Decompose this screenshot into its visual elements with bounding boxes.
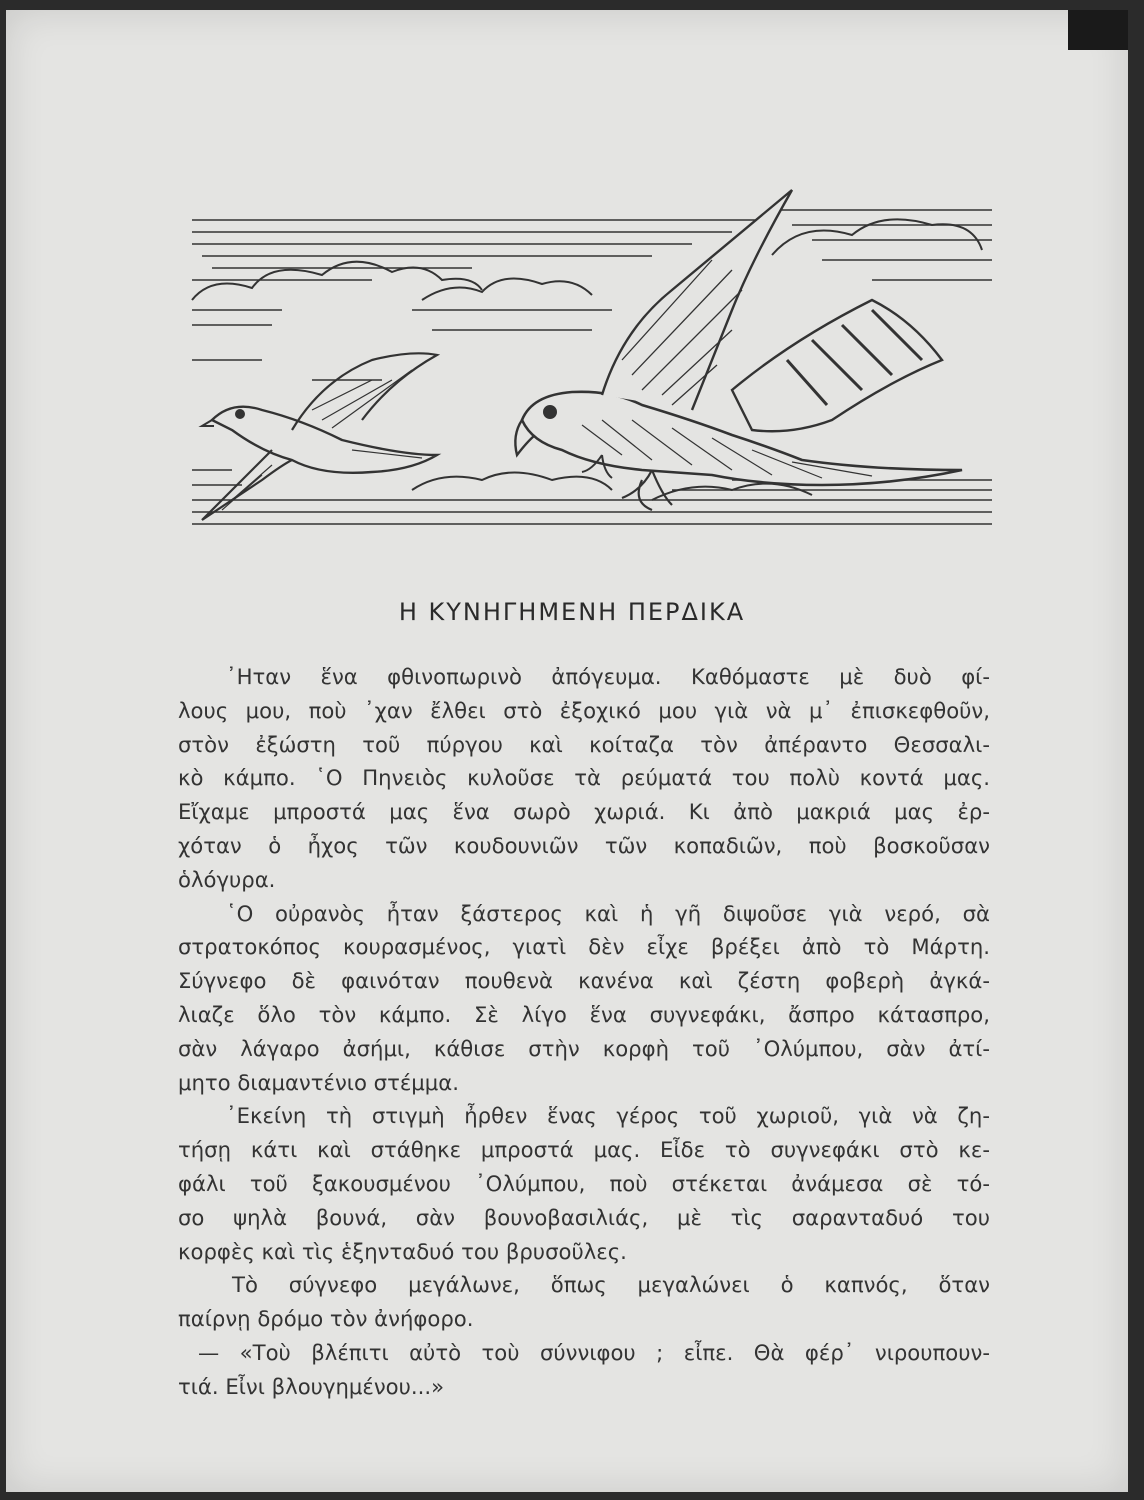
text-line: σο ψηλὰ βουνά, σὰν βουνοβασιλιάς, μὲ τὶς σαρανταδυό του — [178, 1204, 990, 1230]
text-line: ᾿Εκείνη τὴ στιγμὴ ἦρθεν ἕνας γέρος τοῦ χωριοῦ, γιὰ νὰ ζη- — [226, 1103, 990, 1129]
text-line: Σύγνεφο δὲ φαινόταν πουθενὰ κανένα καὶ ζέστη φοβερὴ ἀγκά- — [178, 968, 990, 994]
text-line: στρατοκόπος κουρασμένος, γιατὶ δὲν εἶχε βρέξει ἀπὸ τὸ Μάρτη. — [178, 934, 990, 960]
text-line: κὸ κάμπο. ῾Ο Πηνειὸς κυλοῦσε τὰ ρεύματά του πολὺ κοντά μας. — [178, 765, 990, 791]
text-line: κορφὲς καὶ τὶς ἑξηνταδυό του βρυσοῦλες. — [178, 1238, 627, 1264]
dialogue-paragraph — [178, 1336, 990, 1404]
story-body — [178, 660, 990, 1404]
text-line: χόταν ὁ ἦχος τῶν κουδουνιῶν τῶν κοπαδιῶν, ποὺ βοσκοῦσαν — [178, 832, 990, 858]
chapter-title: Η ΚΥΝΗΓΗΜΕΝΗ ΠΕΡΔΙΚΑ — [398, 598, 746, 626]
text-line: σὰν λάγαρο ἀσήμι, κάθισε στὴν κορφὴ τοῦ ᾿Ολύμπου, σὰν ἀτί- — [178, 1035, 990, 1061]
text-line: — «Τοὺ βλέπιτι αὐτὸ τοὺ σύννιφου ; εἶπε. Θὰ φέρ᾿ νιρουπουν- — [198, 1339, 990, 1365]
text-line: ῾Ο οὐρανὸς ἦταν ξάστερος καὶ ἡ γῆ διψοῦσε γιὰ νερό, σὰ — [226, 900, 990, 926]
text-line: ὁλόγυρα. — [178, 866, 276, 892]
text-line: τήσῃ κάτι καὶ στάθηκε μπροστά μας. Εἶδε τὸ συγνεφάκι στὸ κε- — [178, 1137, 990, 1163]
text-line: λους μου, ποὺ ᾿χαν ἔλθει στὸ ἐξοχικό μου γιὰ νὰ μ᾿ ἐπισκεφθοῦν, — [178, 697, 990, 723]
text-line: τιά. Εἶνι βλουγημένου...» — [178, 1373, 445, 1399]
text-line: ᾿Ηταν ἕνα φθινοπωρινὸ ἀπόγευμα. Καθόμαστε μὲ δυὸ φί- — [226, 664, 990, 689]
falcon-partridge-illustration-icon — [172, 180, 992, 540]
paragraph — [178, 897, 990, 1100]
text-line: Τὸ σύγνεφο μεγάλωνε, ὅπως μεγαλώνει ὁ καπνός, ὅταν — [232, 1272, 990, 1298]
text-line: παίρνῃ δρόμο τὸν ἀνήφορο. — [178, 1306, 474, 1332]
scan-edge — [1068, 10, 1128, 50]
text-line: στὸν ἐξώστη τοῦ πύργου καὶ κοίταζα τὸν ἀπέραντο Θεσσαλι- — [178, 731, 990, 757]
text-line: φάλι τοῦ ξακουσμένου ᾿Ολύμπου, ποὺ στέκεται ἀνάμεσα σὲ τό- — [178, 1170, 990, 1196]
text-line: μητο διαμαντένιο στέμμα. — [178, 1069, 459, 1095]
text-line: Εἴχαμε μπροστά μας ἕνα σωρὸ χωριά. Κι ἀπὸ μακριά μας ἐρ- — [178, 799, 990, 825]
paragraph — [178, 660, 990, 897]
paragraph — [178, 1268, 990, 1336]
text-line: λιαζε ὅλο τὸν κάμπο. Σὲ λίγο ἕνα συγνεφάκι, ἄσπρο κάτασπρο, — [178, 1001, 990, 1027]
paragraph — [178, 1099, 990, 1268]
